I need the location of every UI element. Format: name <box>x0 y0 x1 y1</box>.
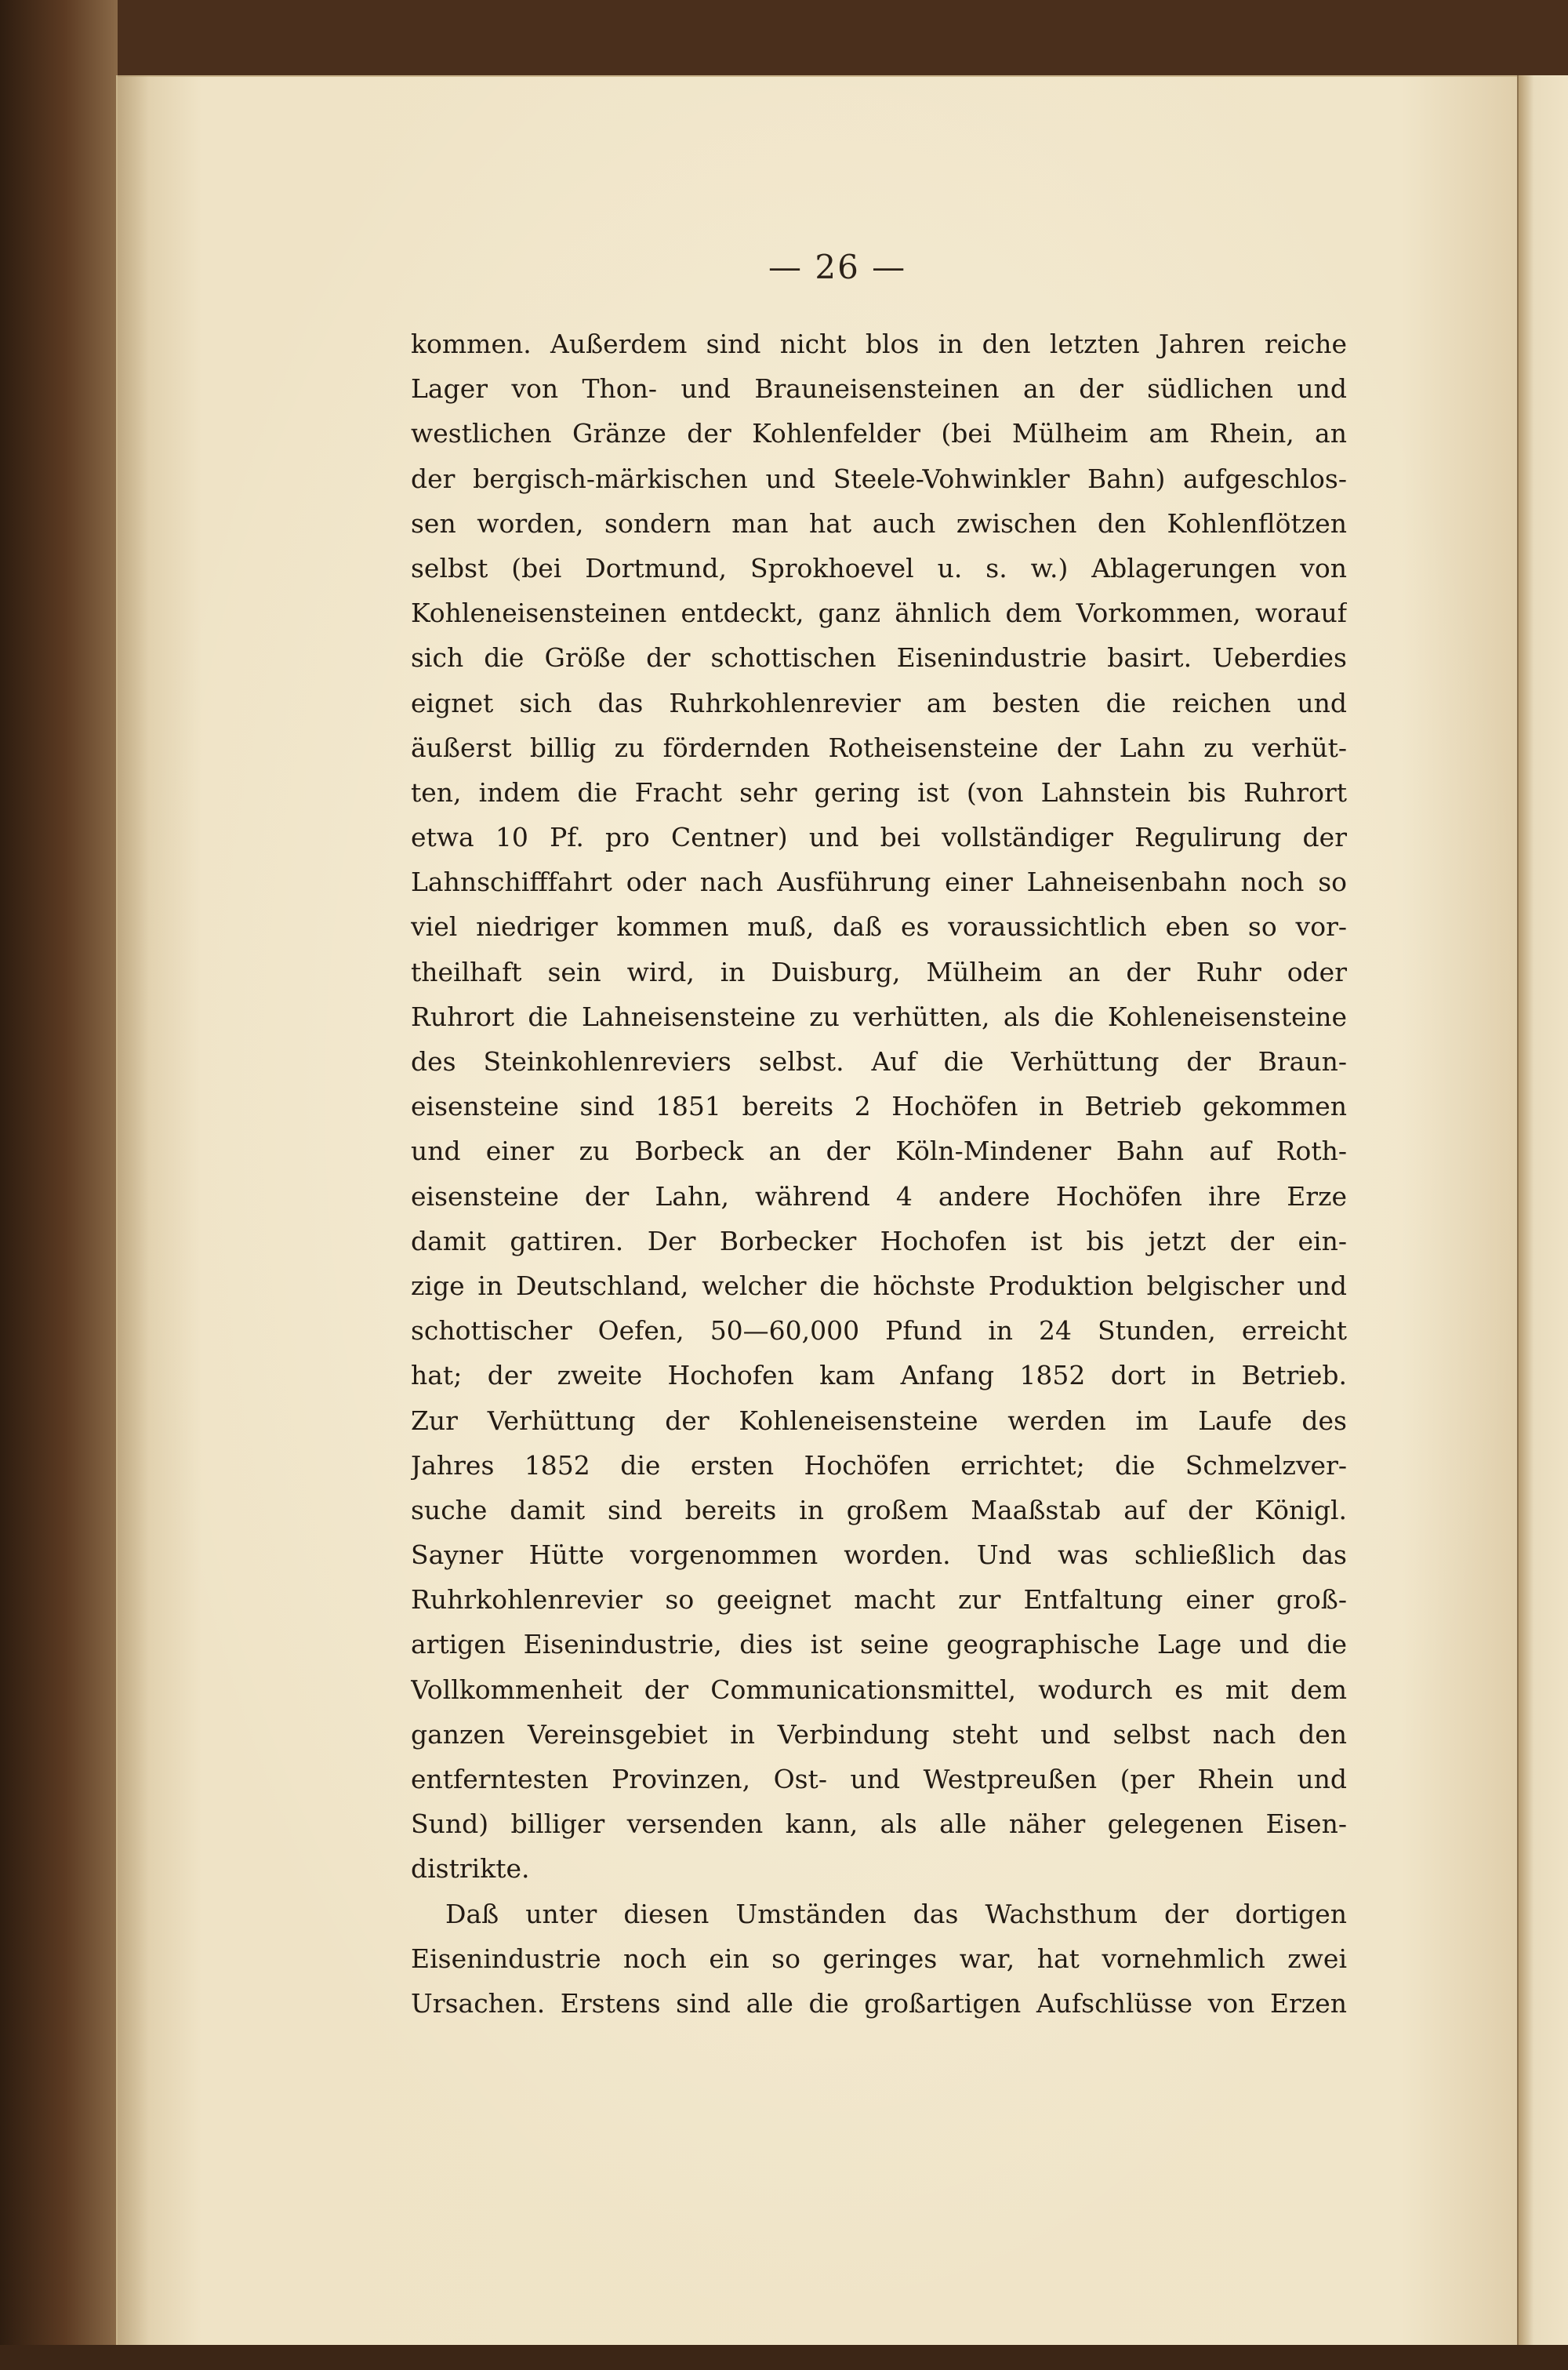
facing-page-edge <box>1517 75 1568 2350</box>
text-line: äußerst billig zu fördernden Rotheisensteine der Lahn zu verhüt- <box>411 732 1347 763</box>
text-line: ganzen Vereinsgebiet in Verbindung steht und selbst nach den <box>411 1718 1347 1750</box>
text-line: Lahnschifffahrt oder nach Ausführung einer Lahneisenbahn noch so <box>411 867 1347 898</box>
page-gutter-shadow <box>118 75 149 2350</box>
text-line: viel niedriger kommen muß, daß es voraussichtlich eben so vor- <box>411 911 1347 943</box>
text-line: distrikte. <box>411 1853 530 1885</box>
text-line: hat; der zweite Hochofen kam Anfang 1852 dort in Betrieb. <box>411 1360 1347 1391</box>
text-line: Sayner Hütte vorgenommen worden. Und was schließlich das <box>411 1539 1347 1571</box>
text-line: der bergisch-märkischen und Steele-Vohwinkler Bahn) aufgeschlos- <box>411 463 1347 494</box>
text-line: schottischer Oefen, 50—60,000 Pfund in 24 Stunden, erreicht <box>411 1315 1347 1347</box>
text-line: entferntesten Provinzen, Ost- und Westpreußen (per Rhein und <box>411 1764 1347 1794</box>
page-number: — 26 — <box>768 248 907 286</box>
text-line: Ruhrort die Lahneisensteine zu verhütten, als die Kohleneisensteine <box>411 1001 1347 1032</box>
text-line: suche damit sind bereits in großem Maaßstab auf der Königl. <box>411 1494 1347 1525</box>
text-line: Sund) billiger versenden kann, als alle näher gelegenen Eisen- <box>411 1808 1347 1840</box>
text-line: Lager von Thon- und Brauneisensteinen an der südlichen und <box>411 373 1347 405</box>
text-line: Ruhrkohlenrevier so geeignet macht zur Entfaltung einer groß- <box>411 1584 1347 1616</box>
text-line: Vollkommenheit der Communicationsmittel, wodurch es mit dem <box>411 1674 1347 1705</box>
text-line: Zur Verhüttung der Kohleneisensteine werden im Laufe des <box>411 1405 1347 1436</box>
text-line: etwa 10 Pf. pro Centner) und bei vollständiger Regulirung der <box>411 822 1347 853</box>
text-line: und einer zu Borbeck an der Köln-Mindener Bahn auf Roth- <box>411 1136 1347 1167</box>
text-line: theilhaft sein wird, in Duisburg, Mülheim an der Ruhr oder <box>411 956 1347 987</box>
text-line: westlichen Gränze der Kohlenfelder (bei Mülheim am Rhein, an <box>411 418 1347 449</box>
text-line: ten, indem die Fracht sehr gering ist (von Lahnstein bis Ruhrort <box>411 776 1347 808</box>
text-line: damit gattiren. Der Borbecker Hochofen ist bis jetzt der ein- <box>411 1225 1347 1256</box>
text-line: Kohleneisensteinen entdeckt, ganz ähnlich dem Vorkommen, worauf <box>411 598 1347 629</box>
text-line: Eisenindustrie noch ein so geringes war, hat vornehmlich zwei <box>411 1943 1347 1974</box>
text-line: Jahres 1852 die ersten Hochöfen errichtet; die Schmelzver- <box>411 1449 1347 1481</box>
scan-background-left <box>0 0 118 2370</box>
text-line: eisensteine sind 1851 bereits 2 Hochöfen in Betrieb gekommen <box>411 1091 1347 1122</box>
scan-background-bottom <box>0 2345 1568 2370</box>
text-line: artigen Eisenindustrie, dies ist seine geographische Lage und die <box>411 1629 1347 1660</box>
text-line: eisensteine der Lahn, während 4 andere Hochöfen ihre Erze <box>411 1180 1347 1212</box>
text-line: Ursachen. Erstens sind alle die großartigen Aufschlüsse von Erzen <box>411 1987 1347 2019</box>
text-line: zige in Deutschland, welcher die höchste Produktion belgischer und <box>411 1270 1347 1301</box>
text-line: eignet sich das Ruhrkohlenrevier am besten die reichen und <box>411 687 1347 718</box>
text-line: Daß unter diesen Umständen das Wachsthum der dortigen <box>445 1898 1347 1929</box>
text-line: sich die Größe der schottischen Eisenindustrie basirt. Ueberdies <box>411 642 1347 674</box>
text-line: selbst (bei Dortmund, Sprokhoevel u. s. w.) Ablagerungen von <box>411 552 1347 583</box>
text-line: sen worden, sondern man hat auch zwischen den Kohlenflötzen <box>411 507 1347 539</box>
body-text <box>411 322 1347 2026</box>
text-line: des Steinkohlenreviers selbst. Auf die Verhüttung der Braun- <box>411 1046 1347 1077</box>
text-line: kommen. Außerdem sind nicht blos in den letzten Jahren reiche <box>411 329 1347 359</box>
